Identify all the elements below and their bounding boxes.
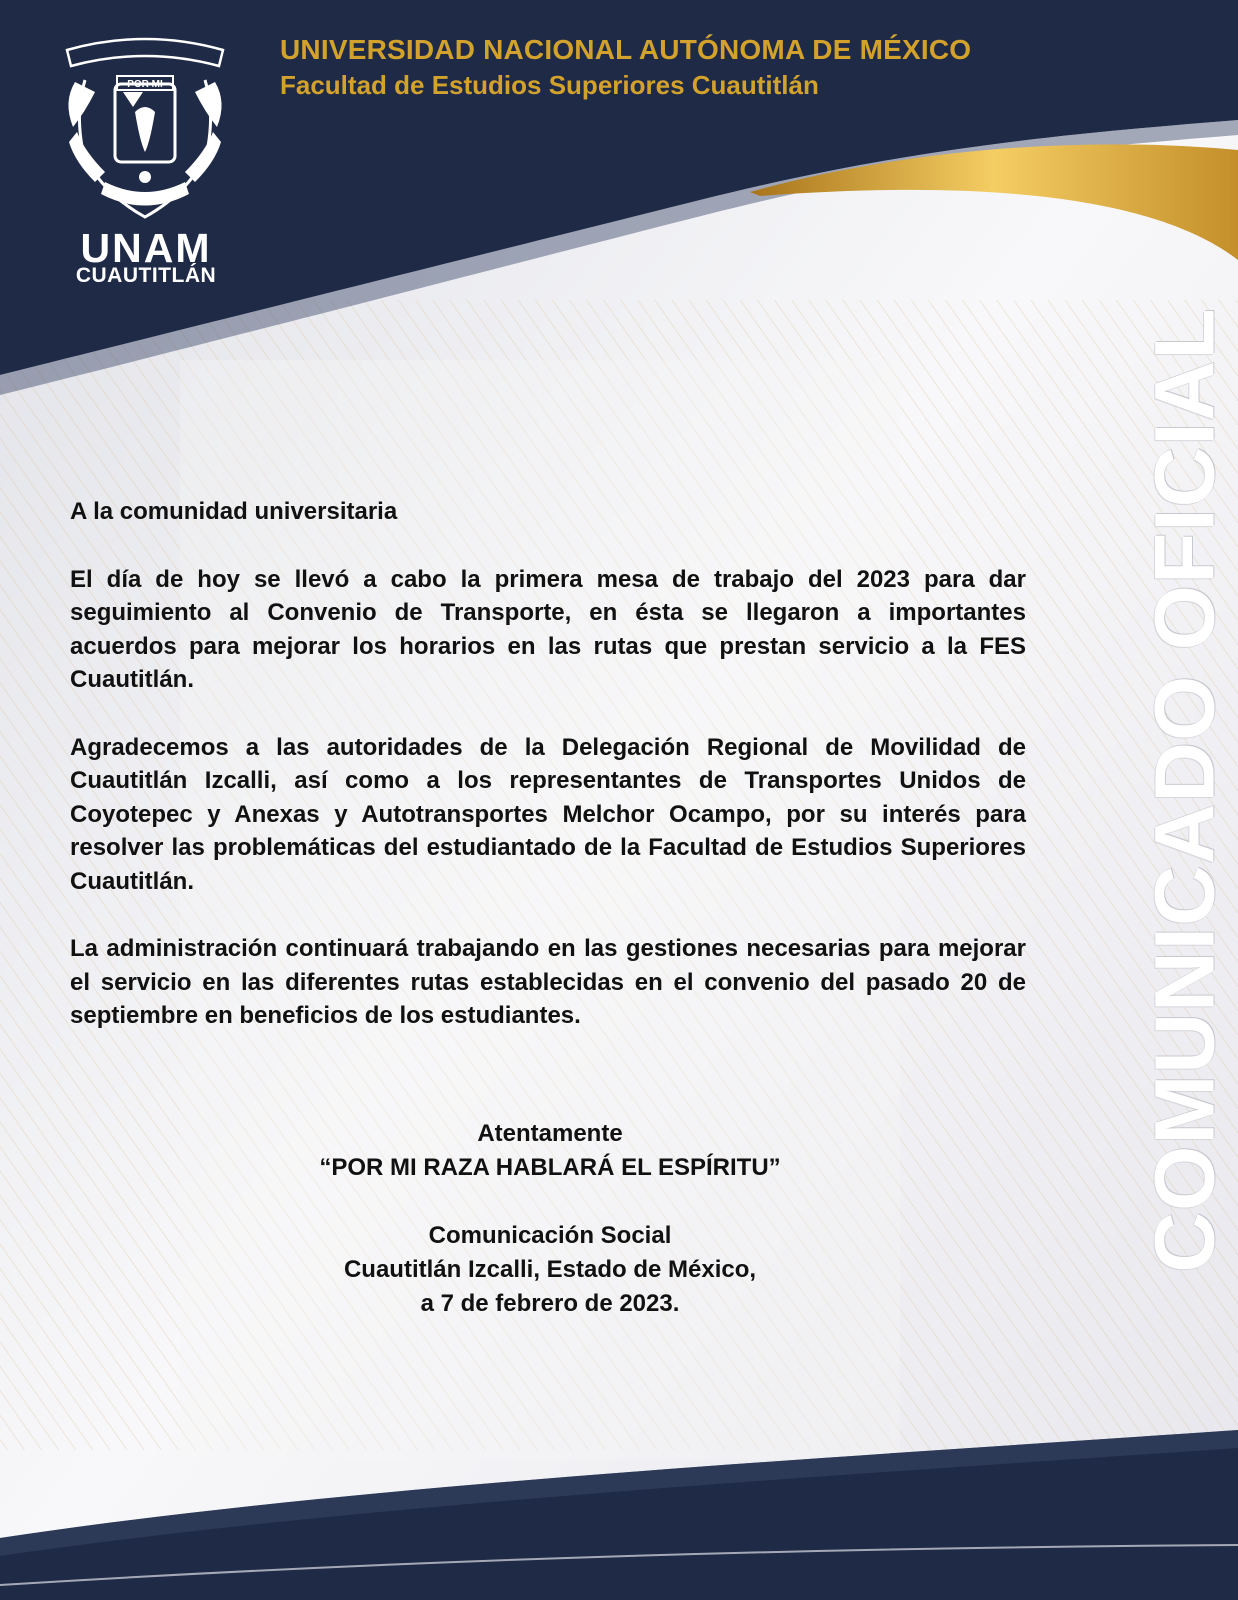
letter-body — [70, 495, 1026, 1067]
date: a 7 de febrero de 2023. — [420, 1290, 680, 1317]
paragraph-1: El día de hoy se llevó a cabo la primera mesa de trabajo del 2023 para dar seguimiento al Convenio de Transporte, en ésta se llegaron a importantes acuerdos para mejorar los horarios en las rutas que prestan servicio a la FES Cuautitlán. — [70, 565, 1026, 693]
closing-block — [240, 1117, 860, 1321]
salutation: Atentamente — [477, 1120, 623, 1147]
department: Comunicación Social — [428, 1222, 672, 1249]
svg-text:POR MI: POR MI — [127, 79, 163, 90]
paragraph-3: La administración continuará trabajando en las gestiones necesarias para mejorar el servicio en las diferentes rutas establecidas en el convenio del pasado 20 de septiembre en beneficios de los estudiantes. — [70, 935, 1026, 1029]
logo-unam-text: UNAM — [80, 225, 212, 271]
faculty-name: Facultad de Estudios Superiores Cuautitlán — [280, 70, 819, 100]
motto: “POR MI RAZA HABLARÁ EL ESPÍRITU” — [319, 1154, 781, 1181]
unam-seal-icon — [55, 32, 235, 227]
comunicado-oficial-label: COMUNICADO OFICIAL — [1137, 307, 1232, 1273]
logo-campus-text: CUAUTITLÁN — [75, 264, 217, 287]
greeting: A la comunidad universitaria — [70, 498, 398, 525]
paragraph-2: Agradecemos a las autoridades de la Delegación Regional de Movilidad de Cuautitlán Izcalli, así como a los representantes de Transportes Unidos de Coyotepec y Anexas y Autotransportes Melchor Ocampo, por su interés para resolver las problemáticas del estudiantado de la Facultad de Estudios Superiores Cuautitlán. — [70, 733, 1026, 895]
university-name: UNIVERSIDAD NACIONAL AUTÓNOMA DE MÉXICO — [280, 34, 972, 65]
location: Cuautitlán Izcalli, Estado de México, — [343, 1256, 757, 1283]
